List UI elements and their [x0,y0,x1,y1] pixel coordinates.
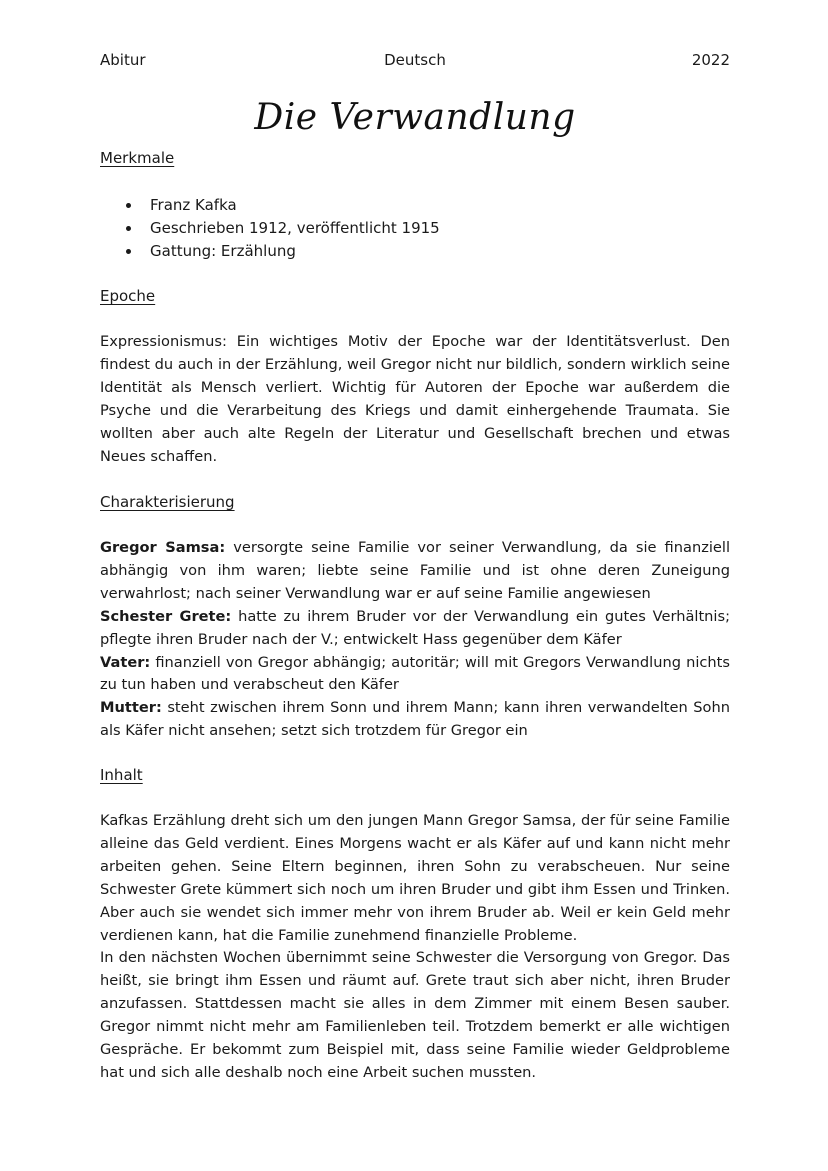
character-entry-gregor [100,537,730,606]
character-entry-grete [100,606,730,652]
character-name: Gregor Samsa: [100,539,226,556]
character-text: hatte zu ihrem Bruder vor der Verwandlung ein gutes Verhältnis; pflegte ihren Bruder nach der V.; entwickelt Hass gegenüber dem Käfer [100,607,731,648]
epoche-paragraph: Expressionismus: Ein wichtiges Motiv der Epoche war der Identitätsverlust. Den findest du auch in der Erzählung, weil Gregor nicht nur bildlich, sondern wirklich seine Identität als Mensch verliert. Wichtig für Autoren der Epoche war außerdem die Psyche und die Verarbeitung des Kriegs und damit einhergehende Traumata. Sie wollten aber auch alte Regeln der Literatur und Gesellschaft brechen und etwas Neues schaffen. [100,333,730,465]
charakterisierung-block [100,537,730,743]
inhalt-block [100,810,730,1085]
character-entry-vater [100,652,730,698]
merkmale-list [100,194,440,263]
header-right: 2022 [691,51,730,69]
character-name: Mutter: [100,699,162,717]
page-header [100,51,730,71]
heading-charakterisierung: Charakterisierung [100,493,235,511]
header-left: Abitur [100,51,146,69]
document-title: Die Verwandlung [254,97,576,138]
heading-epoche: Epoche [100,287,156,305]
character-entry-mutter [100,697,730,743]
list-item: Franz Kafka [100,194,440,217]
character-name: Schester Grete: [100,607,232,625]
list-item: Geschrieben 1912, veröffentlicht 1915 [100,217,440,240]
heading-inhalt: Inhalt [100,766,143,784]
header-center: Deutsch [384,51,446,69]
inhalt-paragraph: Kafkas Erzählung dreht sich um den jungen Mann Gregor Samsa, der für seine Familie alleine das Geld verdient. Eines Morgens wacht er als Käfer auf und kann nicht mehr arbeiten gehen. Seine Eltern beginnen, ihren Sohn zu verabscheuen. Nur seine Schwester Grete kümmert sich noch um ihren Bruder und gibt ihm Essen und Trinken. Aber auch sie wendet sich immer mehr von ihrem Bruder ab. Weil er kein Geld mehr verdienen kann, hat die Familie zunehmend finanzielle Probleme. [100,812,730,944]
character-text: finanziell von Gregor abhängig; autoritär; will mit Gregors Verwandlung nichts zu tun haben und verabscheut den Käfer [100,653,730,694]
inhalt-paragraph: In den nächsten Wochen übernimmt seine Schwester die Versorgung von Gregor. Das heißt, sie bringt ihm Essen und räumt auf. Grete traut sich aber nicht, ihren Bruder anzufassen. Stattdessen macht sie alles in dem Zimmer mit einem Besen sauber. Gregor nimmt nicht mehr am Familienleben teil. Trotzdem bemerkt er alle wichtigen Gespräche. Er bekommt zum Beispiel mit, dass seine Familie wieder Geldprobleme hat und sich alle deshalb noch eine Arbeit suchen mussten. [100,949,730,1081]
character-text: versorgte seine Familie vor seiner Verwandlung, da sie finanziell abhängig von ihm waren; liebte seine Familie und ist ohne deren Zuneigung verwahrlost; nach seiner Verwandlung war er auf seine Familie angewiesen [100,539,730,602]
character-text: steht zwischen ihrem Sonn und ihrem Mann; kann ihren verwandelten Sohn als Käfer nicht ansehen; setzt sich trotzdem für Gregor ein [100,699,730,740]
heading-merkmale: Merkmale [100,149,175,167]
list-item: Gattung: Erzählung [100,240,440,263]
character-name: Vater: [100,653,151,671]
